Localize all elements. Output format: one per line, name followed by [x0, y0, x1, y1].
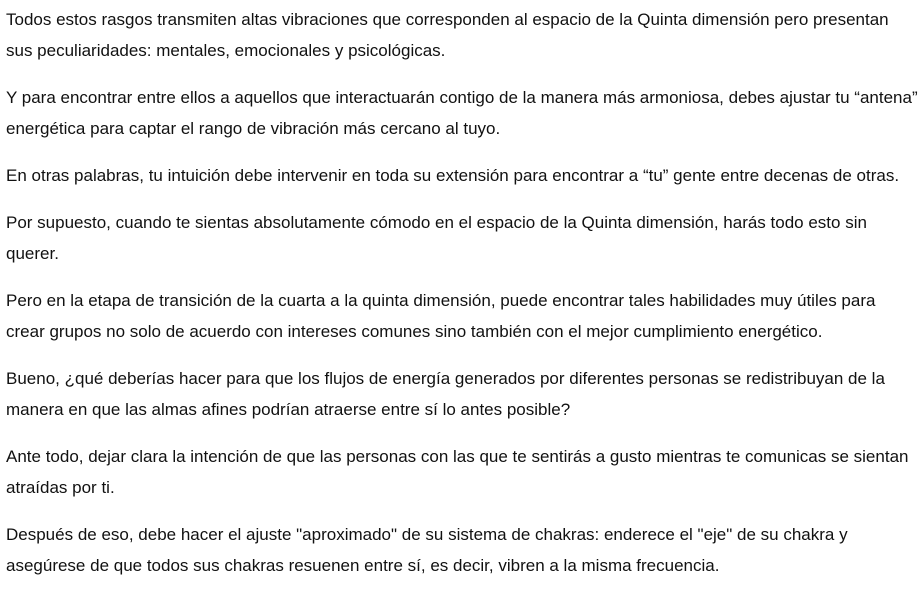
paragraph: Y para encontrar entre ellos a aquellos que interactuarán contigo de la manera más armoniosa, debes ajustar tu “antena” energética para captar el rango de vibración más cercano al tuyo.	[6, 88, 918, 138]
paragraph: Después de eso, debe hacer el ajuste "aproximado" de su sistema de chakras: enderece el "eje" de su chakra y asegúrese de que todos sus chakras resuenen entre sí, es decir, vibren a la misma frecuencia.	[6, 525, 848, 575]
paragraph: Bueno, ¿qué deberías hacer para que los flujos de energía generados por diferentes personas se redistribuyan de la manera en que las almas afines podrían atraerse entre sí lo antes posible?	[6, 369, 885, 419]
paragraph: Todos estos rasgos transmiten altas vibraciones que corresponden al espacio de la Quinta dimensión pero presentan sus peculiaridades: mentales, emocionales y psicológicas.	[6, 10, 889, 60]
paragraph: Ante todo, dejar clara la intención de que las personas con las que te sentirás a gusto mientras te comunicas se sientan atraídas por ti.	[6, 447, 909, 497]
paragraph: Pero en la etapa de transición de la cuarta a la quinta dimensión, puede encontrar tales habilidades muy útiles para crear grupos no solo de acuerdo con intereses comunes sino también con el mejor cumplimiento energético.	[6, 291, 876, 341]
paragraph: Por supuesto, cuando te sientas absolutamente cómodo en el espacio de la Quinta dimensión, harás todo esto sin querer.	[6, 213, 867, 263]
paragraph: En otras palabras, tu intuición debe intervenir en toda su extensión para encontrar a “tu” gente entre decenas de otras.	[6, 166, 900, 185]
article-body	[6, 4, 918, 597]
